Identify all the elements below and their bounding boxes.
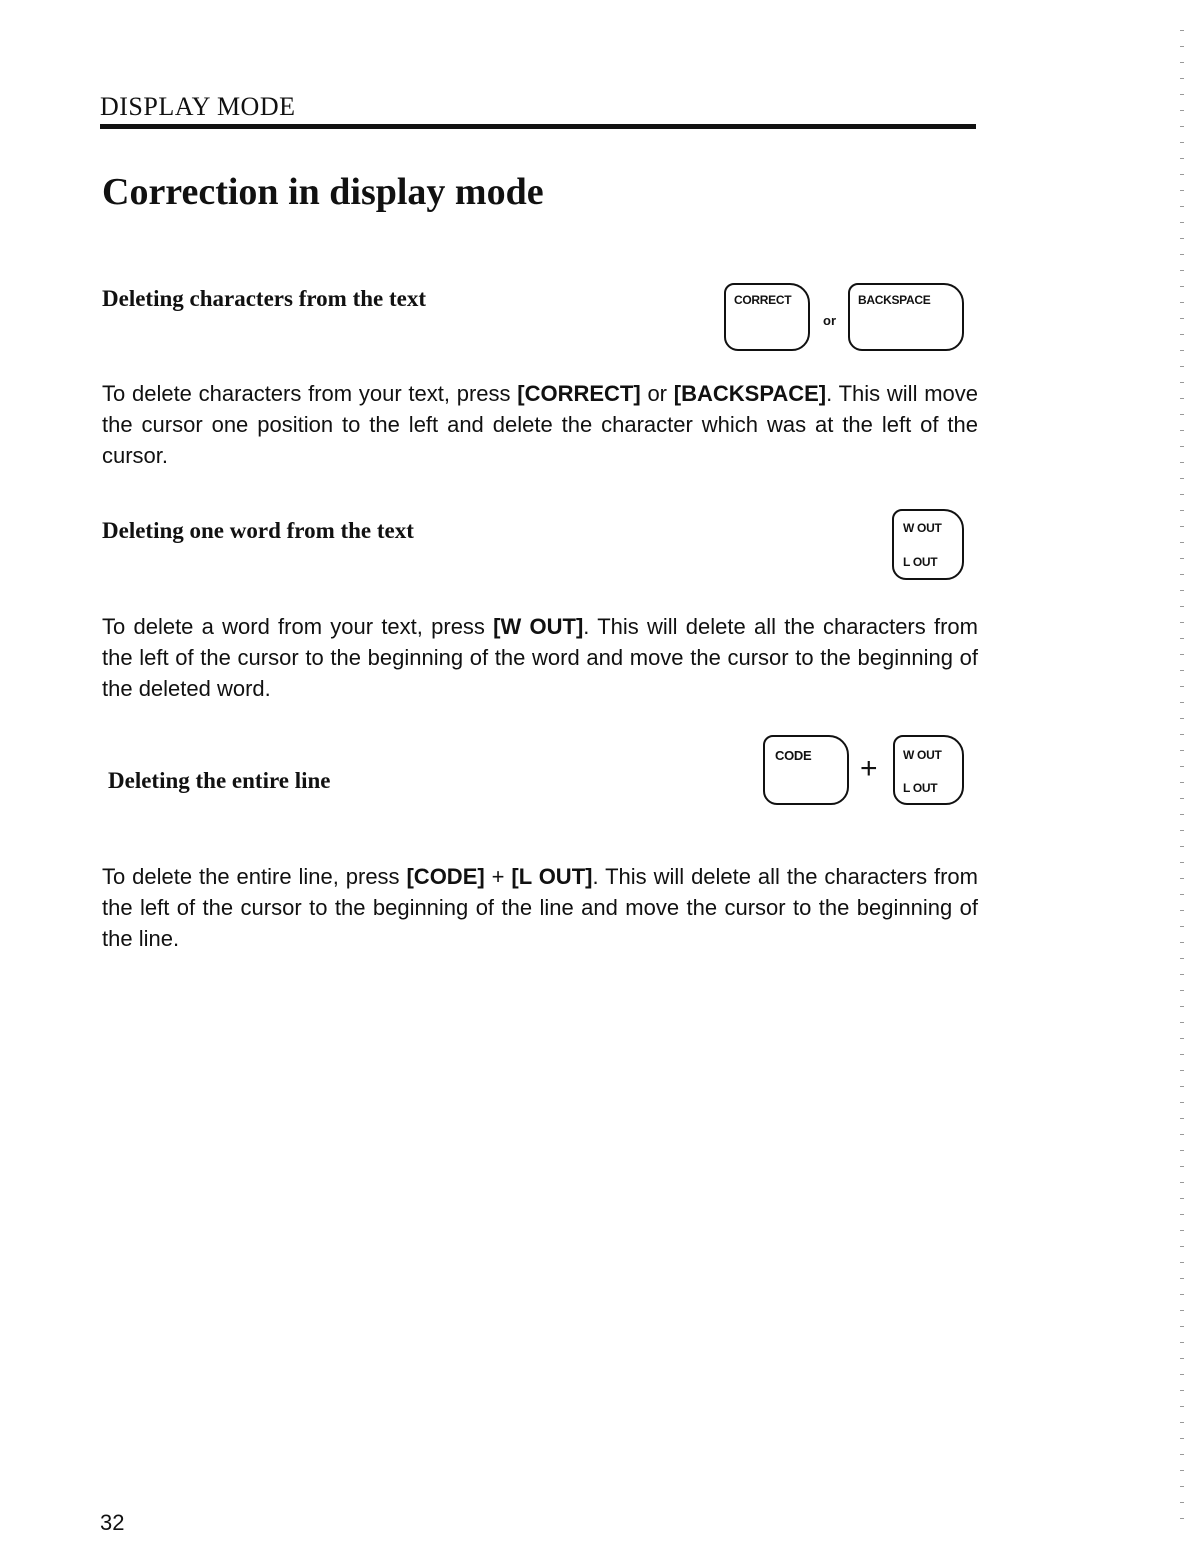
edge-tick <box>1180 174 1184 175</box>
w-out-l-out-key-icon <box>893 735 964 805</box>
edge-tick <box>1180 1166 1184 1167</box>
edge-tick <box>1180 766 1184 767</box>
edge-tick <box>1180 478 1184 479</box>
or-connector: or <box>823 313 836 328</box>
edge-tick <box>1180 1214 1184 1215</box>
edge-tick <box>1180 1518 1184 1519</box>
paragraph-text: or <box>640 381 674 406</box>
backspace-key-label: BACKSPACE <box>858 293 931 307</box>
edge-tick <box>1180 734 1184 735</box>
edge-tick <box>1180 414 1184 415</box>
edge-tick <box>1180 606 1184 607</box>
edge-tick <box>1180 142 1184 143</box>
l-out-key-label: L OUT <box>903 781 938 795</box>
paragraph-text: + <box>484 864 512 889</box>
edge-tick <box>1180 718 1184 719</box>
edge-tick <box>1180 1102 1184 1103</box>
plus-connector: + <box>860 752 878 785</box>
paragraph-text: To delete characters from your text, press <box>102 381 518 406</box>
edge-tick <box>1180 1390 1184 1391</box>
edge-tick <box>1180 974 1184 975</box>
edge-tick <box>1180 590 1184 591</box>
paragraph-text: To delete the entire line, press <box>102 864 407 889</box>
edge-tick <box>1180 398 1184 399</box>
edge-tick <box>1180 958 1184 959</box>
edge-tick <box>1180 158 1184 159</box>
edge-tick <box>1180 30 1184 31</box>
edge-tick <box>1180 1134 1184 1135</box>
paragraph-delete-characters <box>102 378 978 471</box>
edge-tick <box>1180 1358 1184 1359</box>
section-heading-delete-word: Deleting one word from the text <box>102 518 414 543</box>
paragraph-delete-line <box>102 861 978 954</box>
key-reference-backspace: [BACKSPACE] <box>673 381 827 406</box>
edge-tick <box>1180 686 1184 687</box>
edge-tick <box>1180 1502 1184 1503</box>
edge-tick <box>1180 1406 1184 1407</box>
edge-tick <box>1180 1262 1184 1263</box>
edge-tick <box>1180 62 1184 63</box>
edge-tick <box>1180 1486 1184 1487</box>
edge-tick <box>1180 910 1184 911</box>
edge-tick <box>1180 1086 1184 1087</box>
edge-tick <box>1180 222 1184 223</box>
code-key-icon <box>763 735 849 805</box>
edge-tick <box>1180 1182 1184 1183</box>
edge-tick <box>1180 782 1184 783</box>
paragraph-delete-word <box>102 611 978 704</box>
edge-tick <box>1180 1054 1184 1055</box>
edge-tick <box>1180 1118 1184 1119</box>
edge-tick <box>1180 110 1184 111</box>
edge-tick <box>1180 334 1184 335</box>
key-reference-l-out: [L OUT] <box>511 864 593 889</box>
edge-tick <box>1180 702 1184 703</box>
section-heading-delete-line: Deleting the entire line <box>108 768 331 793</box>
edge-tick <box>1180 798 1184 799</box>
edge-tick <box>1180 1438 1184 1439</box>
w-out-key-label: W OUT <box>903 521 942 535</box>
edge-tick <box>1180 270 1184 271</box>
edge-tick <box>1180 1342 1184 1343</box>
paragraph-text: . This will delete all the characters from the left of the cursor to the beginning of the line and move the cursor to the beginning of the line. <box>102 864 978 951</box>
edge-tick <box>1180 286 1184 287</box>
page-number: 32 <box>100 1510 125 1535</box>
edge-tick <box>1180 1246 1184 1247</box>
edge-tick <box>1180 254 1184 255</box>
edge-tick <box>1180 1230 1184 1231</box>
edge-tick <box>1180 190 1184 191</box>
edge-tick <box>1180 942 1184 943</box>
edge-tick <box>1180 126 1184 127</box>
edge-tick <box>1180 1294 1184 1295</box>
key-reference-w-out: [W OUT] <box>493 614 584 639</box>
paragraph-text: . This will move the cursor one position to the left and delete the character which was at the left of the cursor. <box>102 381 978 468</box>
edge-tick <box>1180 574 1184 575</box>
edge-tick <box>1180 990 1184 991</box>
edge-tick <box>1180 894 1184 895</box>
edge-tick <box>1180 318 1184 319</box>
w-out-l-out-key-icon <box>892 509 964 580</box>
page-title: Correction in display mode <box>102 171 544 213</box>
edge-tick <box>1180 1006 1184 1007</box>
paragraph-text: . This will delete all the characters from the left of the cursor to the beginning of the word and move the cursor to the beginning of the deleted word. <box>102 614 978 701</box>
edge-tick <box>1180 654 1184 655</box>
edge-tick <box>1180 638 1184 639</box>
edge-tick <box>1180 94 1184 95</box>
code-key-label: CODE <box>775 748 812 763</box>
edge-tick <box>1180 1454 1184 1455</box>
key-reference-correct: [CORRECT] <box>517 381 641 406</box>
section-heading-delete-characters: Deleting characters from the text <box>102 286 426 311</box>
edge-tick <box>1180 926 1184 927</box>
running-header: DISPLAY MODE <box>100 92 296 121</box>
edge-tick <box>1180 862 1184 863</box>
key-reference-code: [CODE] <box>406 864 485 889</box>
edge-tick <box>1180 846 1184 847</box>
edge-tick <box>1180 830 1184 831</box>
edge-tick <box>1180 1326 1184 1327</box>
edge-tick <box>1180 1022 1184 1023</box>
edge-tick <box>1180 510 1184 511</box>
edge-tick <box>1180 46 1184 47</box>
header-rule <box>100 124 976 129</box>
edge-tick <box>1180 238 1184 239</box>
edge-tick <box>1180 622 1184 623</box>
backspace-key-icon <box>848 283 964 351</box>
edge-tick <box>1180 670 1184 671</box>
edge-tick <box>1180 1310 1184 1311</box>
edge-tick <box>1180 1198 1184 1199</box>
edge-tick <box>1180 1374 1184 1375</box>
edge-tick <box>1180 494 1184 495</box>
edge-tick <box>1180 1470 1184 1471</box>
paragraph-text: To delete a word from your text, press <box>102 614 494 639</box>
edge-tick <box>1180 78 1184 79</box>
edge-tick <box>1180 1070 1184 1071</box>
edge-tick <box>1180 526 1184 527</box>
edge-tick <box>1180 382 1184 383</box>
correct-key-label: CORRECT <box>734 293 792 307</box>
edge-tick <box>1180 462 1184 463</box>
edge-tick <box>1180 1038 1184 1039</box>
edge-tick <box>1180 430 1184 431</box>
w-out-key-label: W OUT <box>903 748 942 762</box>
edge-tick <box>1180 750 1184 751</box>
l-out-key-label: L OUT <box>903 555 938 569</box>
edge-tick <box>1180 302 1184 303</box>
edge-tick <box>1180 206 1184 207</box>
edge-tick <box>1180 366 1184 367</box>
edge-tick <box>1180 542 1184 543</box>
edge-tick <box>1180 878 1184 879</box>
correct-key-icon <box>724 283 810 351</box>
edge-tick <box>1180 1278 1184 1279</box>
edge-tick <box>1180 1150 1184 1151</box>
edge-tick <box>1180 814 1184 815</box>
edge-tick <box>1180 1422 1184 1423</box>
edge-tick <box>1180 350 1184 351</box>
edge-tick <box>1180 446 1184 447</box>
edge-tick <box>1180 558 1184 559</box>
